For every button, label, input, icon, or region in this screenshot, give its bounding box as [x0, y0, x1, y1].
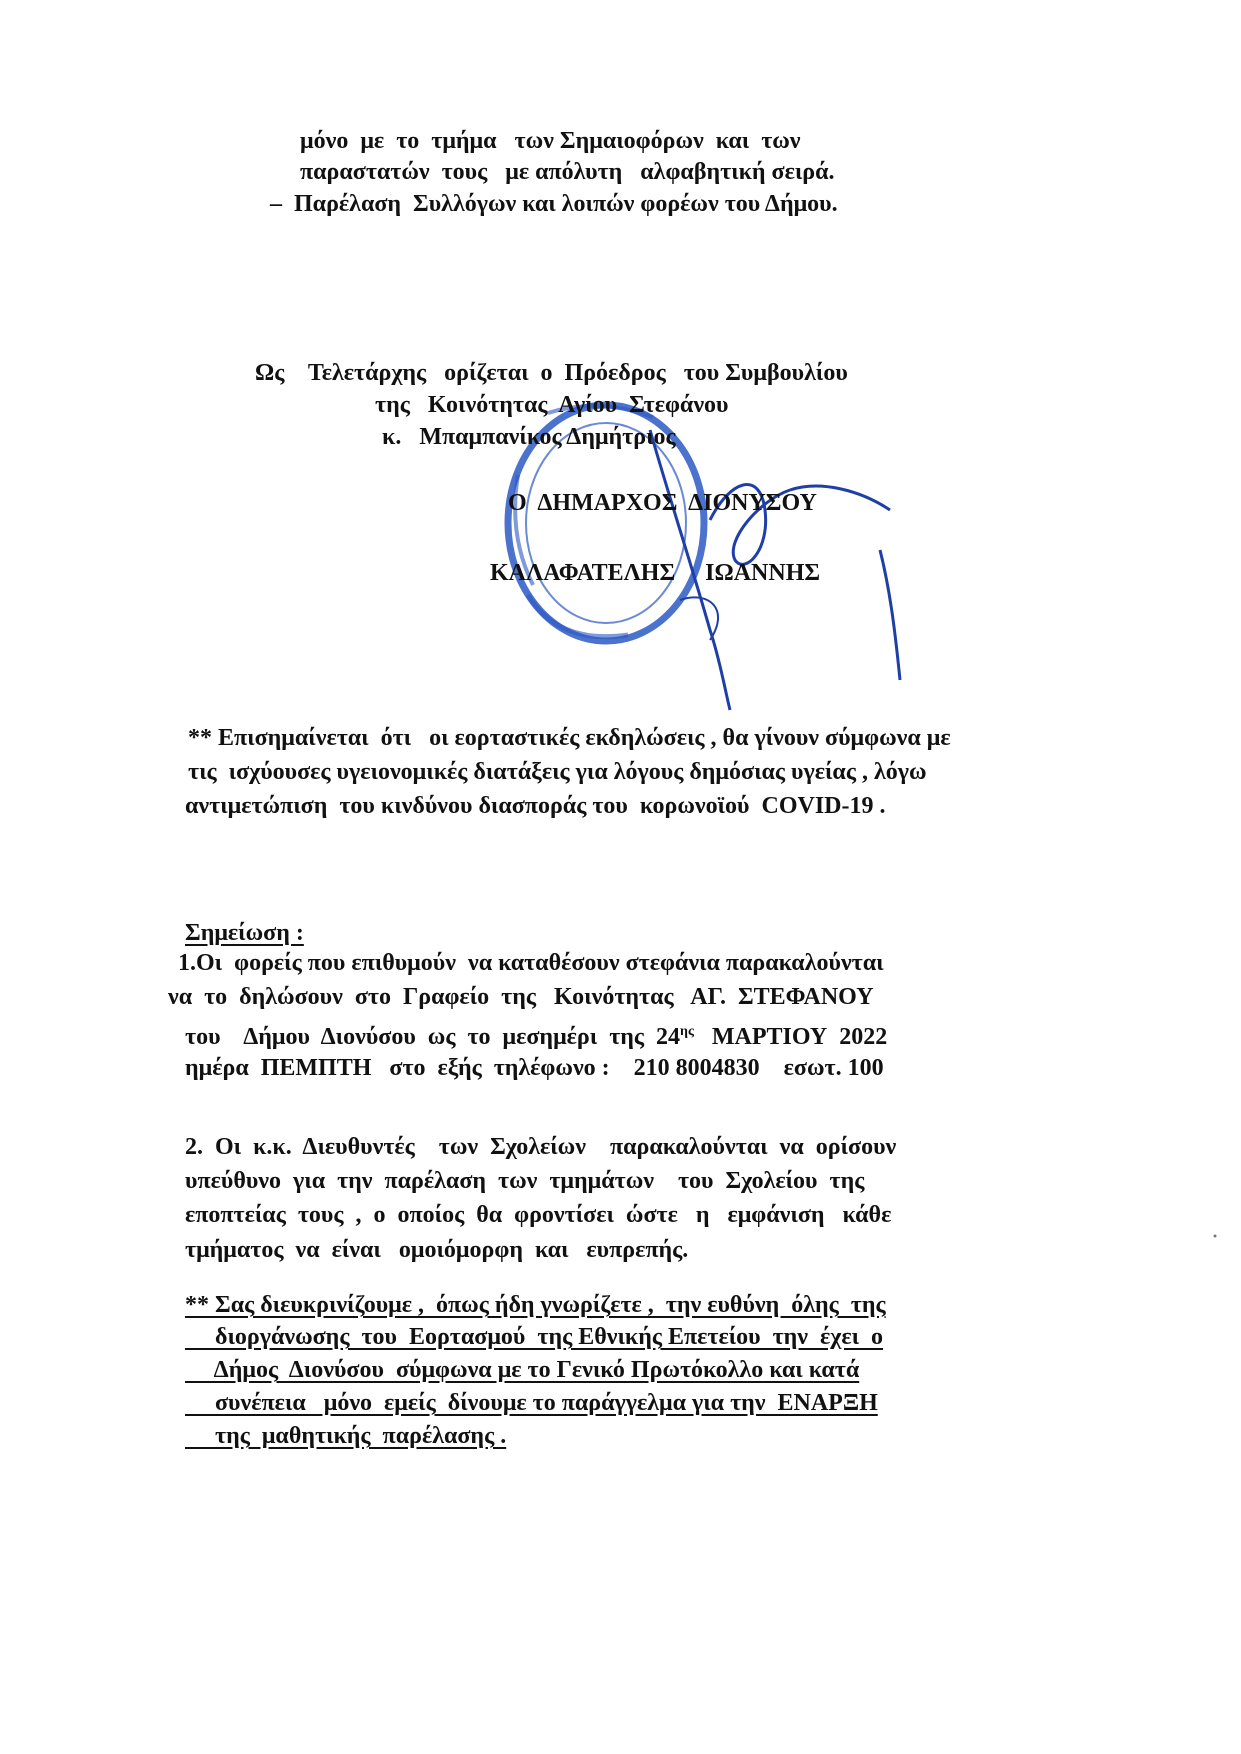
clarification-line-5: της μαθητικής παρέλασης .	[185, 1423, 507, 1449]
note-item2-line-3: εποπτείας τους , ο οποίος θα φροντίσει ώστε η εμφάνιση κάθε	[185, 1202, 892, 1228]
covid-note-line-3: αντιμετώπιση του κινδύνου διασποράς του κορωνοϊού COVID-19 .	[185, 793, 886, 819]
clarification-line-1: ** Σας διευκρινίζουμε , όπως ήδη γνωρίζετε , την ευθύνη όλης της	[185, 1292, 886, 1318]
intro-line-3: – Παρέλαση Συλλόγων και λοιπών φορέων του Δήμου.	[270, 191, 838, 217]
teletarchis-line-3: κ. Μπαμπανίκος Δημήτριος	[382, 424, 676, 450]
note-item1-line-2: να το δηλώσουν στο Γραφείο της Κοινότητας ΑΓ. ΣΤΕΦΑΝΟΥ	[168, 984, 874, 1010]
clarification-line-3: Δήμος Διονύσου σύμφωνα με το Γενικό Πρωτόκολλο και κατά	[185, 1357, 860, 1383]
note-heading: Σημείωση :	[185, 920, 304, 946]
intro-line-2: παραστατών τους με απόλυτη αλφαβητική σειρά.	[300, 159, 835, 185]
note-item2-line-4: τμήματος να είναι ομοιόμορφη και ευπρεπής.	[185, 1237, 689, 1263]
note-item1-line-4: ημέρα ΠΕΜΠΤΗ στο εξής τηλέφωνο : 210 8004830 εσωτ. 100	[185, 1055, 884, 1081]
note-item1-line-3-date: ΜΑΡΤΙΟΥ 2022	[693, 1024, 888, 1050]
signatory-title: Ο ΔΗΜΑΡΧΟΣ ΔΙΟΝΥΣΟΥ	[508, 490, 817, 516]
covid-note-line-1: ** Επισημαίνεται ότι οι εορταστικές εκδηλώσεις , θα γίνουν σύμφωνα με	[188, 725, 951, 751]
note-item2-line-1: 2. Οι κ.κ. Διευθυντές των Σχολείων παρακαλούνται να ορίσουν	[185, 1134, 897, 1160]
teletarchis-line-2: της Κοινότητας Αγίου Στεφάνου	[375, 392, 729, 418]
signatory-name: ΚΑΛΑΦΑΤΕΛΗΣ ΙΩΑΝΝΗΣ	[490, 560, 821, 586]
scan-speck	[1212, 1233, 1218, 1239]
note-item1-line-3-text: του Δήμου Διονύσου ως το μεσημέρι της 24	[185, 1024, 681, 1050]
date-ordinal-suffix: ης	[680, 1024, 694, 1039]
intro-line-1: μόνο με το τμήμα των Σημαιοφόρων και των	[300, 128, 801, 154]
teletarchis-line-1: Ως Τελετάρχης ορίζεται ο Πρόεδρος του Συμβουλίου	[255, 360, 848, 386]
note-item1-line-3	[185, 1017, 887, 1052]
note-item1-line-1: 1.Οι φορείς που επιθυμούν να καταθέσουν στεφάνια παρακαλούνται	[178, 950, 884, 976]
clarification-line-4: συνέπεια μόνο εμείς δίνουμε το παράγγελμα για την ΕΝΑΡΞΗ	[185, 1390, 878, 1416]
note-item2-line-2: υπεύθυνο για την παρέλαση των τμημάτων του Σχολείου της	[185, 1168, 865, 1194]
covid-note-line-2: τις ισχύουσες υγειονομικές διατάξεις για λόγους δημόσιας υγείας , λόγω	[188, 759, 927, 785]
clarification-line-2: διοργάνωσης του Εορτασμού της Εθνικής Επετείου την έχει ο	[185, 1324, 884, 1350]
